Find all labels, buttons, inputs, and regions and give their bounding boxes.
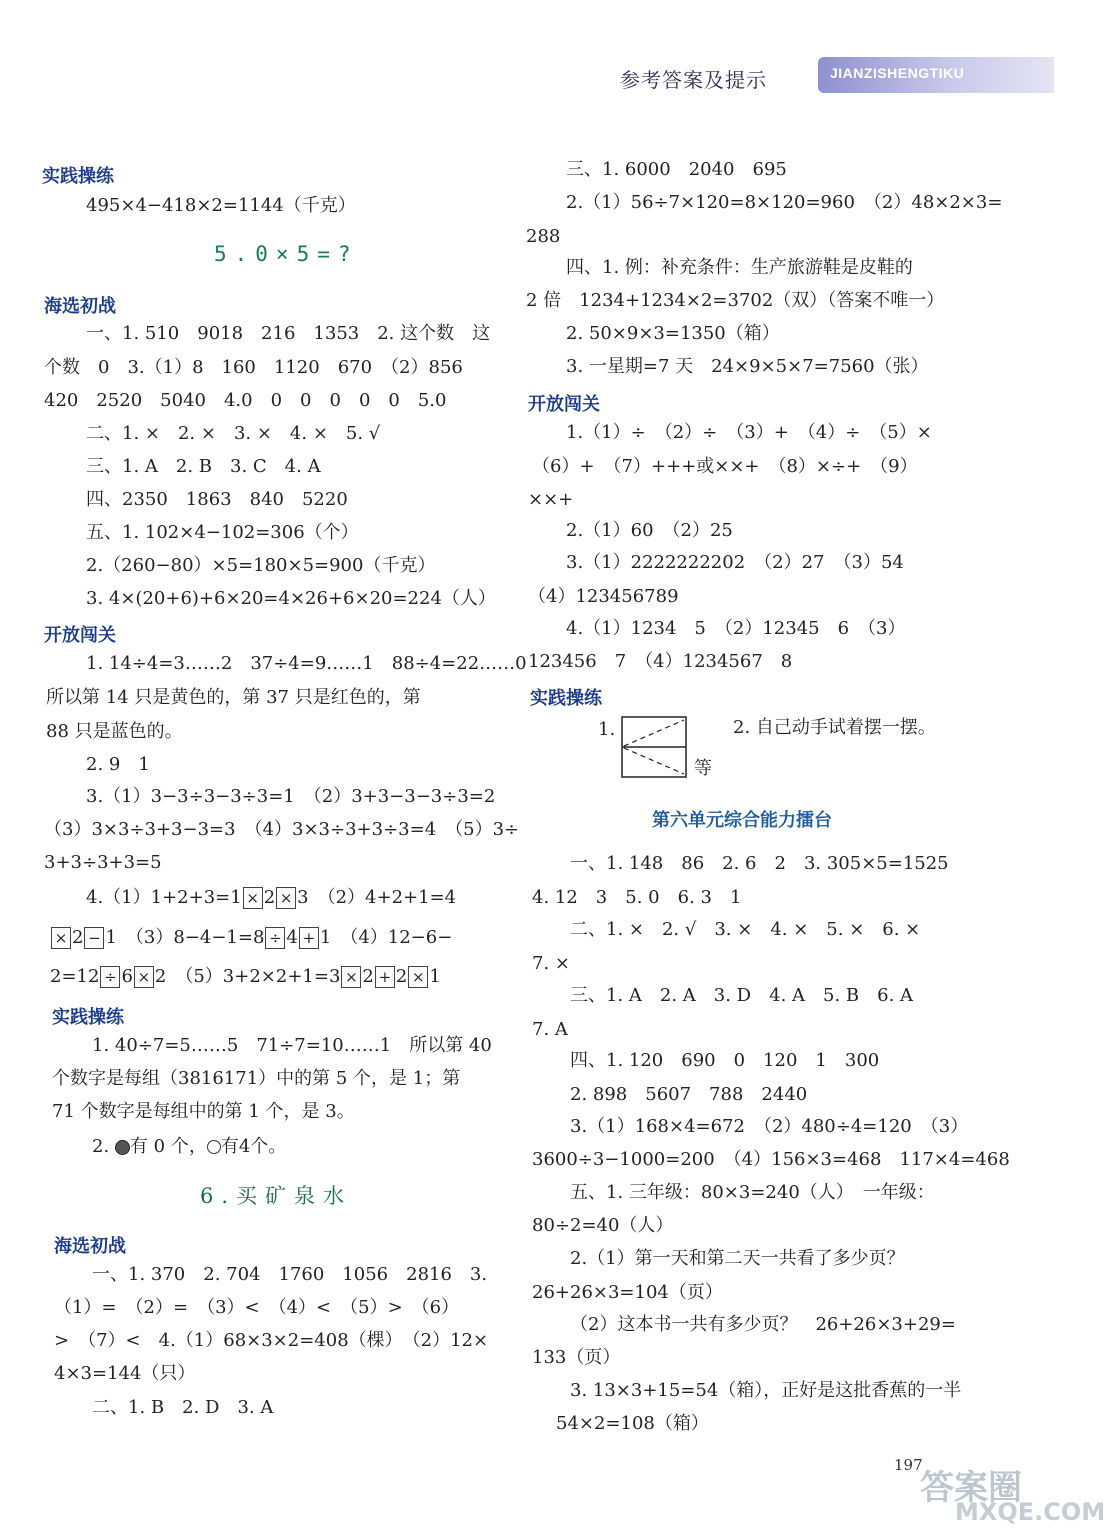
chapter-title-6: 6.买矿泉水 [200, 1184, 353, 1208]
unit-title: 第六单元综合能力擂台 [652, 810, 832, 831]
answer-line: 四、2350 1863 840 5220 [86, 489, 348, 510]
operator-box: × [134, 966, 154, 988]
answer-line: （4）123456789 [528, 586, 679, 607]
section-selection-1: 海选初战 [44, 296, 116, 317]
figure-number: 1. [598, 719, 616, 740]
answer-line: 2. 9 1 [86, 754, 150, 775]
section-practice-1: 实践操练 [42, 166, 114, 187]
answer-line-boxes [86, 886, 456, 910]
answer-line: 4. 12 3 5. 0 6. 3 1 [532, 887, 742, 908]
answer-line: 133（页） [532, 1347, 621, 1368]
answer-line: 3+3÷3+3=5 [44, 852, 162, 873]
answer-line: 3.（1）168×4=672 （2）480÷4=120 （3） [570, 1116, 969, 1137]
section-open-1: 开放闯关 [44, 625, 116, 646]
answer-text: 2 [362, 966, 374, 987]
answer-line-boxes [50, 926, 452, 950]
watermark-url: MXQE.COM [955, 1498, 1105, 1526]
answer-line: 495×4−418×2=1144（千克） [86, 195, 356, 216]
answer-line: 二、1. B 2. D 3. A [92, 1397, 274, 1418]
answer-text: 2 [263, 887, 276, 908]
answer-line: 2. 50×9×3=1350（箱） [566, 323, 780, 344]
answer-text: 2=12 [50, 966, 100, 987]
answer-line: （2）这本书一共有多少页？ 26+26×3+29= [570, 1314, 956, 1335]
answer-line: 288 [526, 226, 561, 247]
answer-line: 3. 13×3+15=54（箱），正好是这批香蕉的一半 [570, 1380, 962, 1401]
answer-line: 2.（1）56÷7×120=8×120=960 （2）48×2×3= [566, 192, 1003, 213]
answer-line: 二、1. × 2. √ 3. × 4. × 5. × 6. × [570, 919, 921, 940]
answer-line: 2.（1）60 （2）25 [566, 520, 733, 541]
answer-text: 2 [72, 927, 84, 948]
answer-line: 54×2=108（箱） [556, 1413, 709, 1434]
section-open-2: 开放闯关 [528, 394, 600, 415]
answer-line: 三、1. A 2. B 3. C 4. A [86, 456, 321, 477]
operator-box: × [243, 887, 263, 909]
watermark-logo: 答案圈 [920, 1468, 1022, 1508]
answer-line: 1. 40÷7=5……5 71÷7=10……1 所以第 40 [92, 1035, 492, 1056]
answer-text: 4 [286, 927, 298, 948]
answer-line: 2. 898 5607 788 2440 [570, 1084, 808, 1105]
answer-line: 所以第 14 只是黄色的，第 37 只是红色的，第 [46, 687, 421, 708]
answer-line: 三、1. A 2. A 3. D 4. A 5. B 6. A [570, 985, 914, 1006]
answer-line: 420 2520 5040 4.0 0 0 0 0 0 5.0 [44, 390, 447, 411]
answer-line: 二、1. × 2. × 3. × 4. × 5. √ [86, 423, 381, 444]
answer-line: 123456 7 （4）1234567 8 [528, 651, 793, 672]
answer-line: 7. × [532, 953, 570, 974]
answer-line: 五、1. 102×4−102=306（个） [86, 522, 359, 543]
answer-text: 有4个。 [220, 1136, 287, 1157]
answer-line: 3.（1）2222222202 （2）27 （3）54 [566, 552, 904, 573]
header-badge [818, 57, 1054, 93]
header-badge-text: JIANZISHENGTIKU [830, 65, 965, 81]
answer-line: 3. 一星期=7 天 24×9×5×7=7560（张） [566, 356, 929, 377]
section-practice-3: 实践操练 [530, 688, 602, 709]
answer-line: 26+26×3=104（页） [532, 1282, 723, 1303]
answer-line: > （7）< 4.（1）68×3×2=408（棵） （2）12× [54, 1330, 489, 1351]
figure-note: 2. 自己动手试着摆一摆。 [733, 717, 936, 738]
answer-text: 2 [395, 966, 408, 987]
answer-line: 4.（1）1234 5 （2）12345 6 （3） [566, 618, 906, 639]
answer-line: 一、1. 148 86 2. 6 2 3. 305×5=1525 [570, 853, 949, 874]
answer-line: 2.（1）第一天和第二天一共看了多少页？ [570, 1248, 905, 1269]
answer-line: 个数 0 3.（1）8 160 1120 670 （2）856 [44, 357, 463, 378]
filled-circle-icon [115, 1140, 130, 1155]
answer-line: 80÷2=40（人） [532, 1215, 674, 1236]
answer-line [92, 1135, 286, 1159]
answer-line: 一、1. 510 9018 216 1353 2. 这个数 这 [86, 323, 491, 344]
answer-line: （3）3×3÷3+3−3=3 （4）3×3÷3+3÷3=4 （5）3÷ [44, 819, 520, 840]
answer-line: 一、1. 370 2. 704 1760 1056 2816 3. [92, 1264, 488, 1285]
operator-box: × [51, 927, 71, 949]
answer-text: 2. [92, 1136, 110, 1157]
answer-text: 1 [429, 966, 441, 987]
answer-line: （1）= （2）= （3）< （4）< （5）> （6） [54, 1297, 460, 1318]
answer-line-boxes [50, 965, 441, 989]
answer-line: 2 倍 1234+1234×2=3702（双）（答案不唯一） [526, 290, 945, 311]
folding-diagram [620, 715, 690, 781]
answer-line: 三、1. 6000 2040 695 [566, 159, 787, 180]
answer-text: 3 （2）4+2+1=4 [297, 887, 457, 908]
operator-box: × [408, 966, 428, 988]
header-title: 参考答案及提示 [620, 68, 767, 92]
answer-line: 88 只是蓝色的。 [46, 721, 183, 742]
operator-box: × [341, 966, 361, 988]
operator-box: + [375, 966, 395, 988]
answer-line: 1.（1）÷ （2）÷ （3）+ （4）÷ （5）× [566, 422, 932, 443]
answer-line: 4×3=144（只） [54, 1363, 196, 1384]
operator-box: + [299, 927, 319, 949]
answer-line: 五、1. 三年级：80×3=240（人） 一年级： [570, 1182, 935, 1203]
answer-line: 四、1. 120 690 0 120 1 300 [570, 1050, 880, 1071]
answer-text: 4.（1）1+2+3=1 [86, 887, 242, 908]
answer-text: 1 （4）12−6− [319, 927, 453, 948]
chapter-title-5: 5.0×5=? [214, 242, 359, 266]
operator-box: × [276, 887, 296, 909]
page-number: 197 [894, 1456, 923, 1474]
answer-line: 71 个数字是每组中的第 1 个，是 3。 [52, 1101, 355, 1122]
answer-line: （6）+ （7）+++或××+ （8）×÷+ （9） [532, 456, 918, 477]
answer-text: 1 （3）8−4−1=8 [105, 927, 265, 948]
figure-etc: 等 [694, 758, 712, 779]
answer-line: 7. A [532, 1019, 568, 1040]
section-practice-2: 实践操练 [52, 1007, 124, 1028]
operator-box: ÷ [100, 966, 120, 988]
operator-box: ÷ [265, 927, 285, 949]
answer-line: 2.（260−80）×5=180×5=900（千克） [86, 555, 436, 576]
section-selection-2: 海选初战 [54, 1236, 126, 1257]
answer-line: 1. 14÷4=3……2 37÷4=9……1 88÷4=22……0 [86, 653, 527, 674]
answer-line: 3. 4×(20+6)+6×20=4×26+6×20=224（人） [86, 588, 496, 609]
answer-line: 四、1. 例：补充条件：生产旅游鞋是皮鞋的 [566, 257, 913, 278]
answer-line: 个数字是每组（3816171）中的第 5 个，是 1；第 [52, 1068, 461, 1089]
answer-line: 3600÷3−1000=200 （4）156×3=468 117×4=468 [532, 1149, 1010, 1170]
answer-text: 有 0 个， [129, 1136, 207, 1157]
answer-line: ××+ [528, 489, 574, 510]
hollow-circle-icon [207, 1140, 221, 1154]
answer-text: 2 （5）3+2×2+1=3 [154, 966, 341, 987]
operator-box: − [84, 927, 104, 949]
answer-line: 3.（1）3−3÷3−3÷3=1 （2）3+3−3−3÷3=2 [86, 786, 496, 807]
answer-text: 6 [121, 966, 133, 987]
